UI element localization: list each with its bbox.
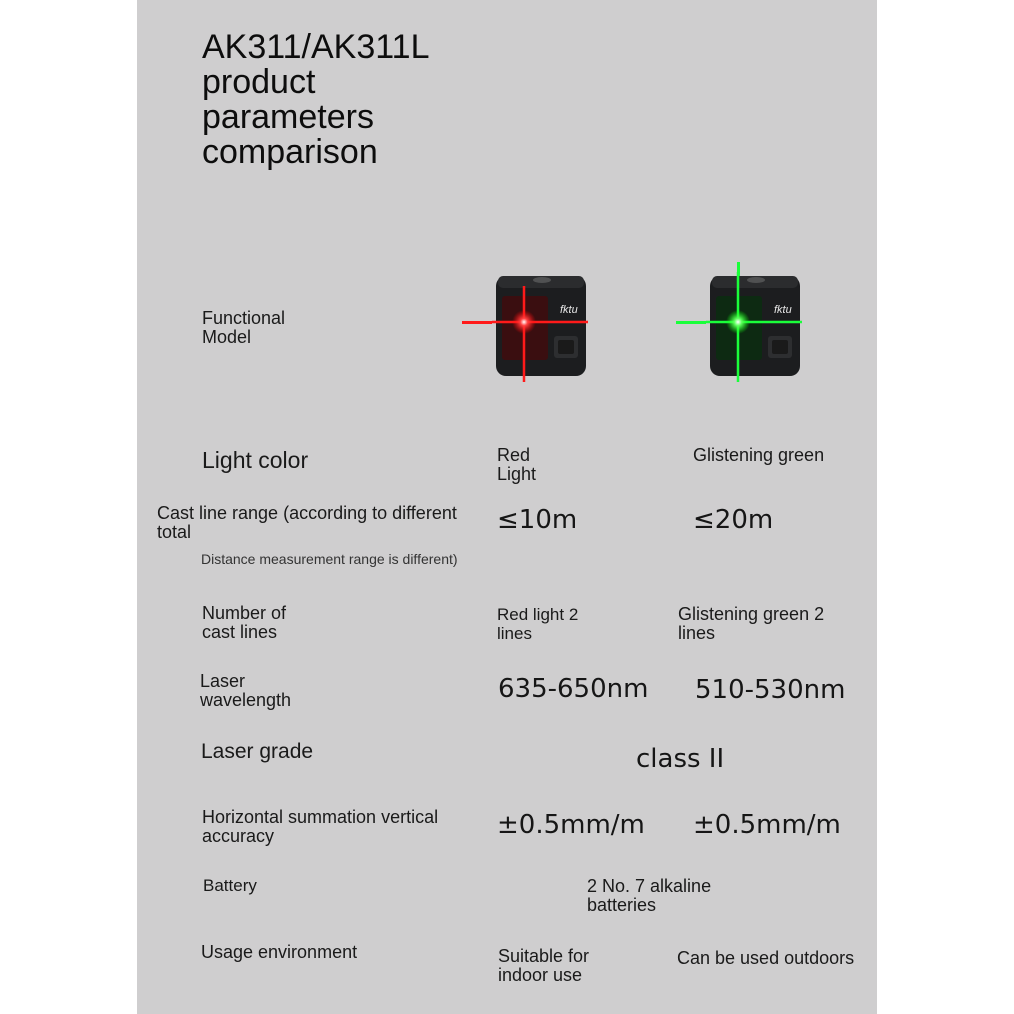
value-cast-lines-red: Red light 2 lines <box>497 605 579 643</box>
value-battery: 2 No. 7 alkaline batteries <box>587 876 712 915</box>
label-light-color: Light color <box>202 447 309 473</box>
value-laser-grade: class II <box>636 744 725 774</box>
value-cast-lines-green: Glistening green 2 lines <box>678 604 825 643</box>
value-environment-green: Can be used outdoors <box>677 948 855 968</box>
value-cast-range-red: ≤10m <box>497 505 578 535</box>
green-laser-device-icon <box>706 272 802 382</box>
label-laser-grade: Laser grade <box>201 740 314 763</box>
page-title: AK311/AK311L product parameters comparison <box>202 28 430 171</box>
green-device-brand: fktu <box>774 304 792 316</box>
label-accuracy: Horizontal summation vertical accuracy <box>202 807 439 846</box>
value-environment-red: Suitable for indoor use <box>498 946 590 985</box>
value-light-color-red: Red Light <box>497 445 537 484</box>
label-usage-environment: Usage environment <box>201 942 358 962</box>
green-laser-device-image <box>706 272 802 382</box>
value-accuracy-red: ±0.5mm/m <box>497 810 645 840</box>
label-cast-lines: Number of cast lines <box>202 603 287 642</box>
green-laser-beam <box>676 321 706 324</box>
value-wavelength-green: 510-530nm <box>695 675 846 705</box>
red-laser-beam <box>462 321 492 324</box>
value-cast-range-green: ≤20m <box>693 505 774 535</box>
red-device-brand: fktu <box>560 304 578 316</box>
value-accuracy-green: ±0.5mm/m <box>693 810 841 840</box>
red-laser-device-image <box>492 272 588 382</box>
label-laser-wavelength: Laser wavelength <box>200 671 292 710</box>
value-light-color-green: Glistening green <box>693 445 825 465</box>
note-cast-line-range: Distance measurement range is different) <box>201 551 458 567</box>
label-battery: Battery <box>203 876 257 895</box>
green-laser-beam-vertical <box>737 262 740 276</box>
red-laser-device-icon <box>492 272 588 382</box>
label-functional-model: Functional Model <box>202 308 286 347</box>
label-cast-line-range: Cast line range (according to different total <box>157 503 457 542</box>
value-wavelength-red: 635-650nm <box>498 674 649 704</box>
